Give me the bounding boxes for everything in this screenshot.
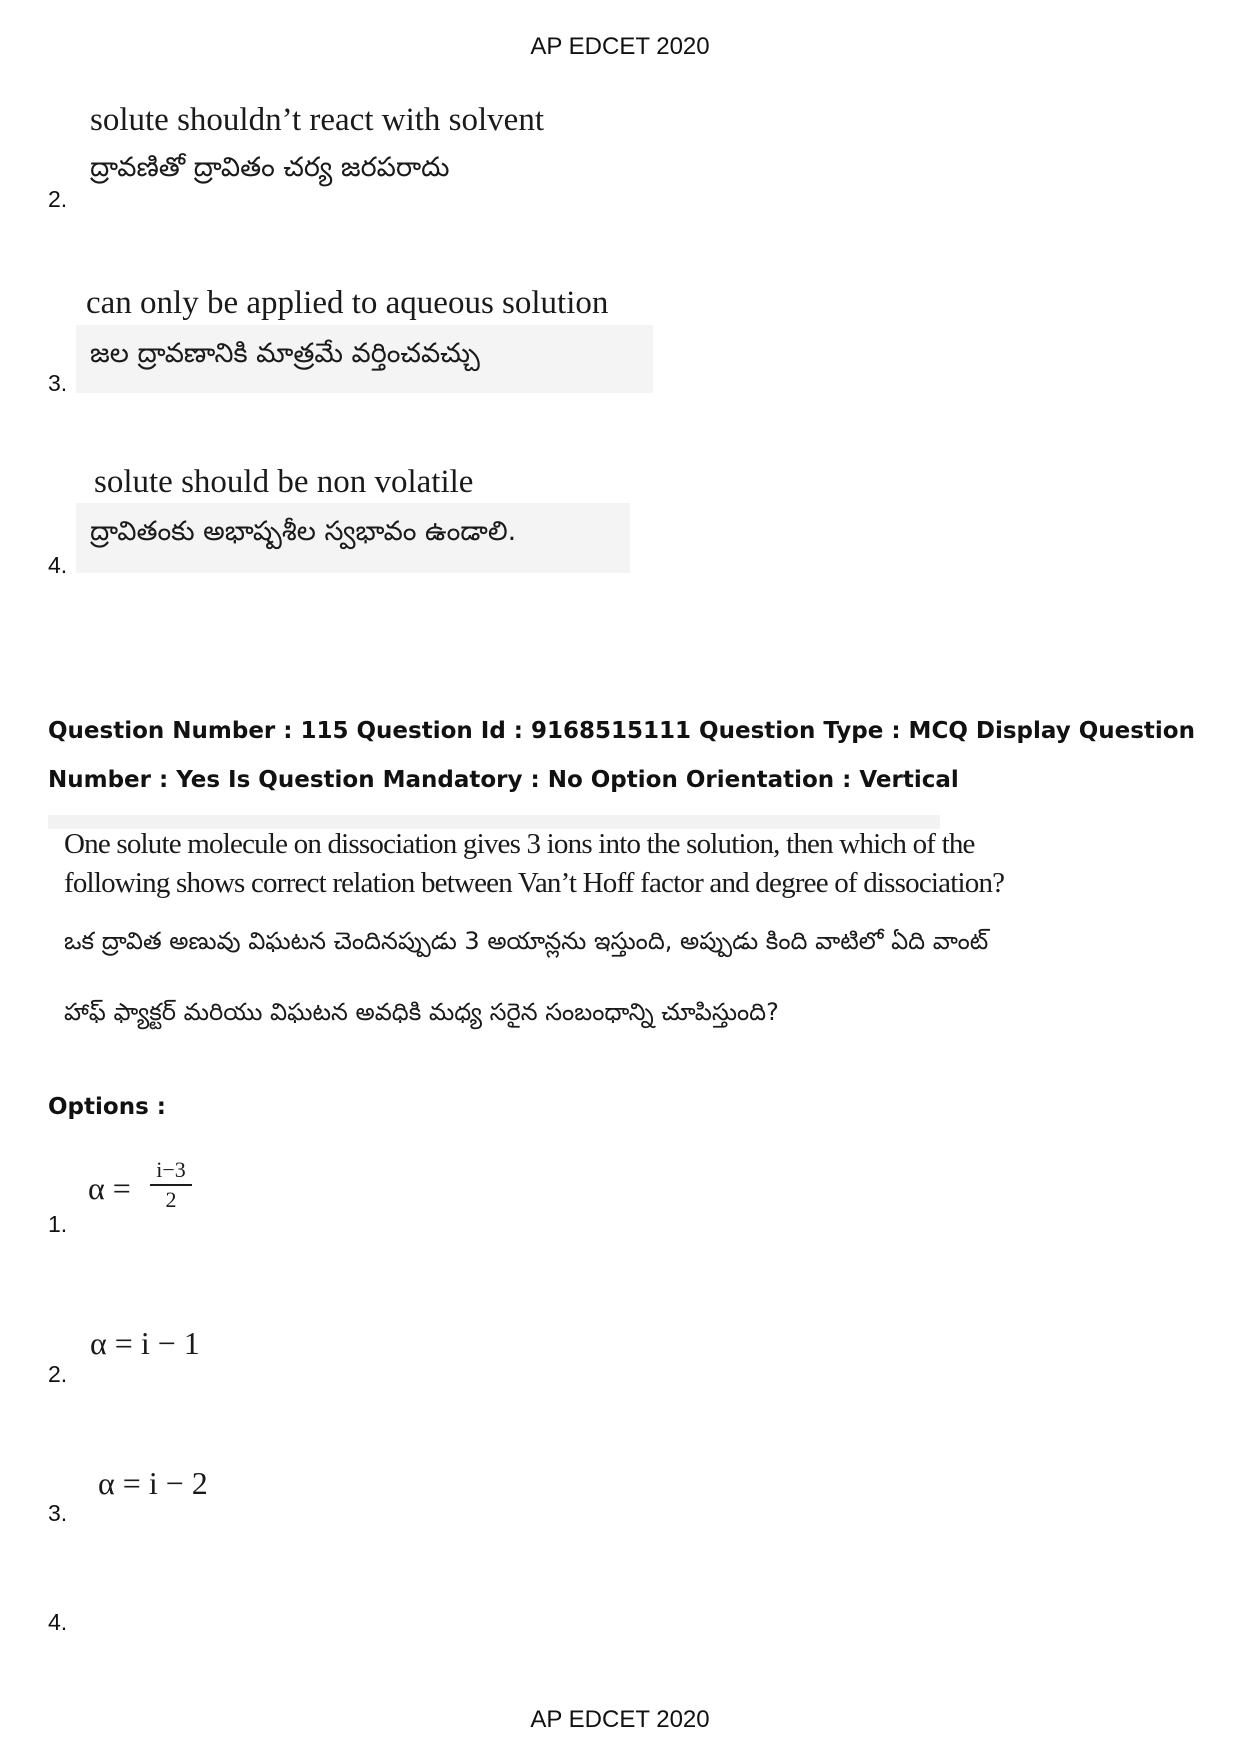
prev-option-4-number: 4.: [48, 552, 68, 578]
option-1-denominator: 2: [165, 1187, 177, 1212]
question-body: [48, 815, 1005, 1050]
prev-option-3-telugu: జల ద్రావణానికి మాత్రమే వర్తించవచ్చు: [90, 338, 480, 369]
page-footer: AP EDCET 2020: [530, 1706, 710, 1733]
question-meta: [48, 707, 1198, 805]
prev-option-3-english: can only be applied to aqueous solution: [86, 285, 609, 321]
question-body-shade: [48, 815, 940, 829]
options-label: Options :: [48, 1094, 166, 1120]
option-1-number: 1.: [48, 1211, 68, 1237]
question-english-line-1: One solute molecule on dissociation gives 3 ions into the solution, then which of the: [64, 828, 975, 860]
option-3-expression: α = i − 2: [98, 1465, 208, 1501]
prev-option-2-number: 2.: [48, 186, 68, 212]
fraction-bar: [150, 1184, 192, 1186]
option-2-number: 2.: [48, 1361, 68, 1387]
question-telugu-line-2: హాఫ్ ఫ్యాక్టర్ మరియు విఘటన అవధికి మధ్య సరైన సంబంధాన్ని చూపిస్తుంది?: [64, 998, 779, 1026]
option-4-number: 4.: [48, 1609, 68, 1635]
prev-option-4-telugu: ద్రావితంకు అభాష్పశీల స్వభావం ఉండాలి.: [90, 516, 517, 547]
option-2-expression: α = i − 1: [90, 1325, 200, 1361]
question-telugu-line-1: ఒక ద్రావిత అణువు విఘటన చెందినప్పుడు 3 అయాన్లను ఇస్తుంది, అప్పుడు కింది వాటిలో ఏది వాంట్: [64, 927, 989, 955]
question-english-line-2: following shows correct relation between Van’t Hoff factor and degree of dissociation?: [64, 867, 1005, 899]
question-meta-line-2: Number : Yes Is Question Mandatory : No Option Orientation : Vertical: [48, 767, 959, 793]
option-1-lhs: α =: [88, 1170, 131, 1206]
prev-option-2-english: solute shouldn’t react with solvent: [90, 102, 544, 138]
prev-option-2-telugu: ద్రావణితో ద్రావితం చర్య జరపరాదు: [90, 152, 450, 183]
option-1-fraction: [150, 1157, 192, 1213]
option-1-numerator: i−3: [156, 1157, 186, 1182]
prev-option-3-number: 3.: [48, 370, 68, 396]
prev-option-4-english: solute should be non volatile: [94, 464, 474, 500]
option-3-number: 3.: [48, 1500, 68, 1526]
question-meta-line-1: Question Number : 115 Question Id : 9168515111 Question Type : MCQ Display Question: [48, 718, 1195, 744]
page-header: AP EDCET 2020: [530, 33, 710, 60]
